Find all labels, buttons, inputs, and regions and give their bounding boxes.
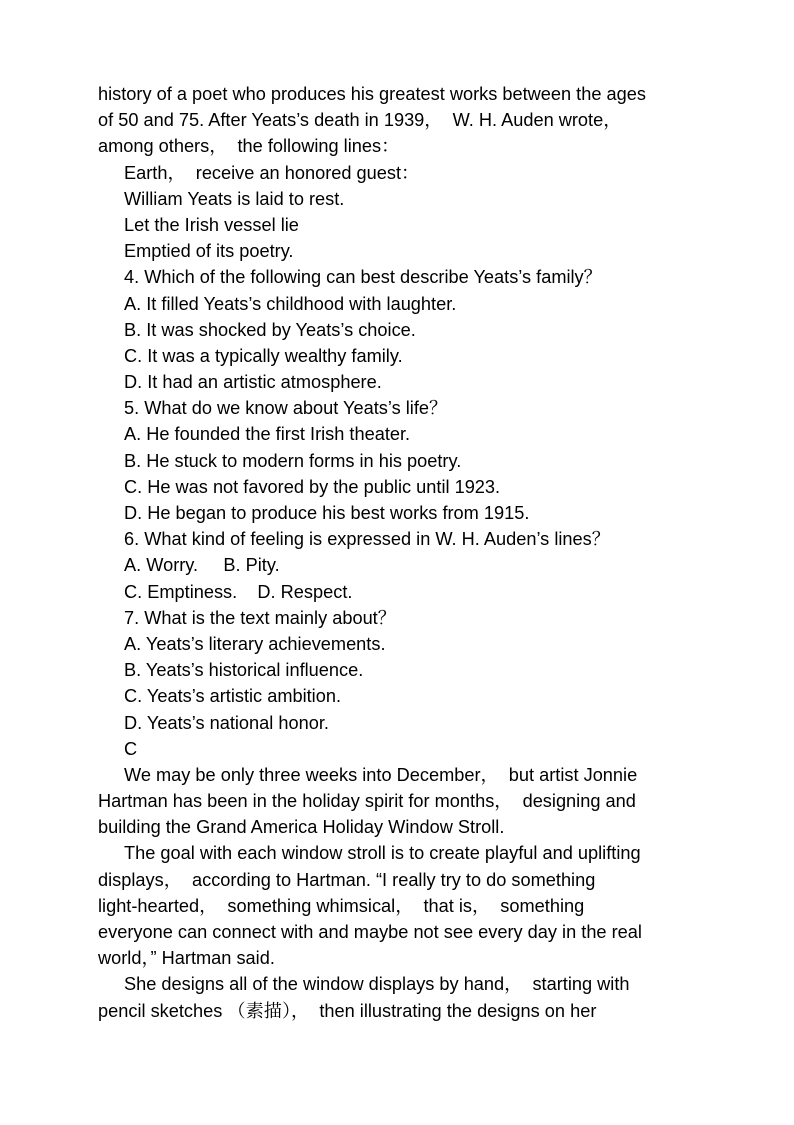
question-7: 7. What is the text mainly about？ bbox=[124, 607, 396, 628]
document-body bbox=[98, 81, 698, 1024]
question-7-option-c: C. Yeats’s artistic ambition. bbox=[124, 686, 342, 707]
text-line: among others， the following lines： bbox=[98, 136, 400, 157]
question-5: 5. What do we know about Yeats’s life？ bbox=[124, 398, 448, 419]
question-6: 6. What kind of feeling is expressed in W. H. Auden’s lines？ bbox=[124, 529, 610, 550]
question-5-option-b: B. He stuck to modern forms in his poetry. bbox=[124, 450, 462, 471]
question-4: 4. Which of the following can best describe Yeats’s family？ bbox=[124, 267, 602, 288]
question-5-option-a: A. He founded the first Irish theater. bbox=[124, 424, 411, 445]
poem-line: William Yeats is laid to rest. bbox=[124, 188, 345, 209]
paragraph-line: The goal with each window stroll is to create playful and uplifting bbox=[124, 843, 641, 864]
question-7-option-a: A. Yeats’s literary achievements. bbox=[124, 633, 386, 654]
question-6-options-ab: A. Worry. B. Pity. bbox=[124, 555, 280, 576]
question-7-option-b: B. Yeats’s historical influence. bbox=[124, 660, 364, 681]
question-7-option-d: D. Yeats’s national honor. bbox=[124, 712, 329, 733]
paragraph-line: world，” Hartman said. bbox=[98, 948, 275, 969]
text-line: history of a poet who produces his greatest works between the ages bbox=[98, 84, 646, 104]
question-5-option-c: C. He was not favored by the public until 1923. bbox=[124, 476, 501, 497]
paragraph-line: Hartman has been in the holiday spirit for months， designing and bbox=[98, 791, 636, 812]
paragraph-line: everyone can connect with and maybe not see every day in the real bbox=[98, 922, 642, 942]
section-heading-c: C bbox=[124, 738, 138, 759]
question-4-option-c: C. It was a typically wealthy family. bbox=[124, 345, 403, 366]
paragraph-line: pencil sketches （素描）， then illustrating the designs on her bbox=[98, 1000, 597, 1021]
paragraph-line: She designs all of the window displays by hand， starting with bbox=[124, 974, 630, 995]
paragraph-line: building the Grand America Holiday Window Stroll. bbox=[98, 817, 505, 838]
paragraph-line: We may be only three weeks into December， but artist Jonnie bbox=[124, 764, 638, 785]
question-6-options-cd: C. Emptiness. D. Respect. bbox=[124, 581, 353, 602]
question-4-option-b: B. It was shocked by Yeats’s choice. bbox=[124, 319, 416, 340]
question-4-option-d: D. It had an artistic atmosphere. bbox=[124, 372, 382, 393]
poem-line: Emptied of its poetry. bbox=[124, 241, 294, 262]
question-5-option-d: D. He began to produce his best works from 1915. bbox=[124, 503, 530, 523]
paragraph-line: displays， according to Hartman. “I really try to do something bbox=[98, 869, 596, 890]
paragraph-line: light-hearted， something whimsical， that is， something bbox=[98, 895, 585, 916]
text-line: of 50 and 75. After Yeats’s death in 1939， W. H. Auden wrote， bbox=[98, 110, 622, 131]
poem-line: Earth， receive an honored guest： bbox=[124, 162, 420, 183]
question-4-option-a: A. It filled Yeats’s childhood with laughter. bbox=[124, 293, 457, 314]
poem-line: Let the Irish vessel lie bbox=[124, 214, 299, 235]
